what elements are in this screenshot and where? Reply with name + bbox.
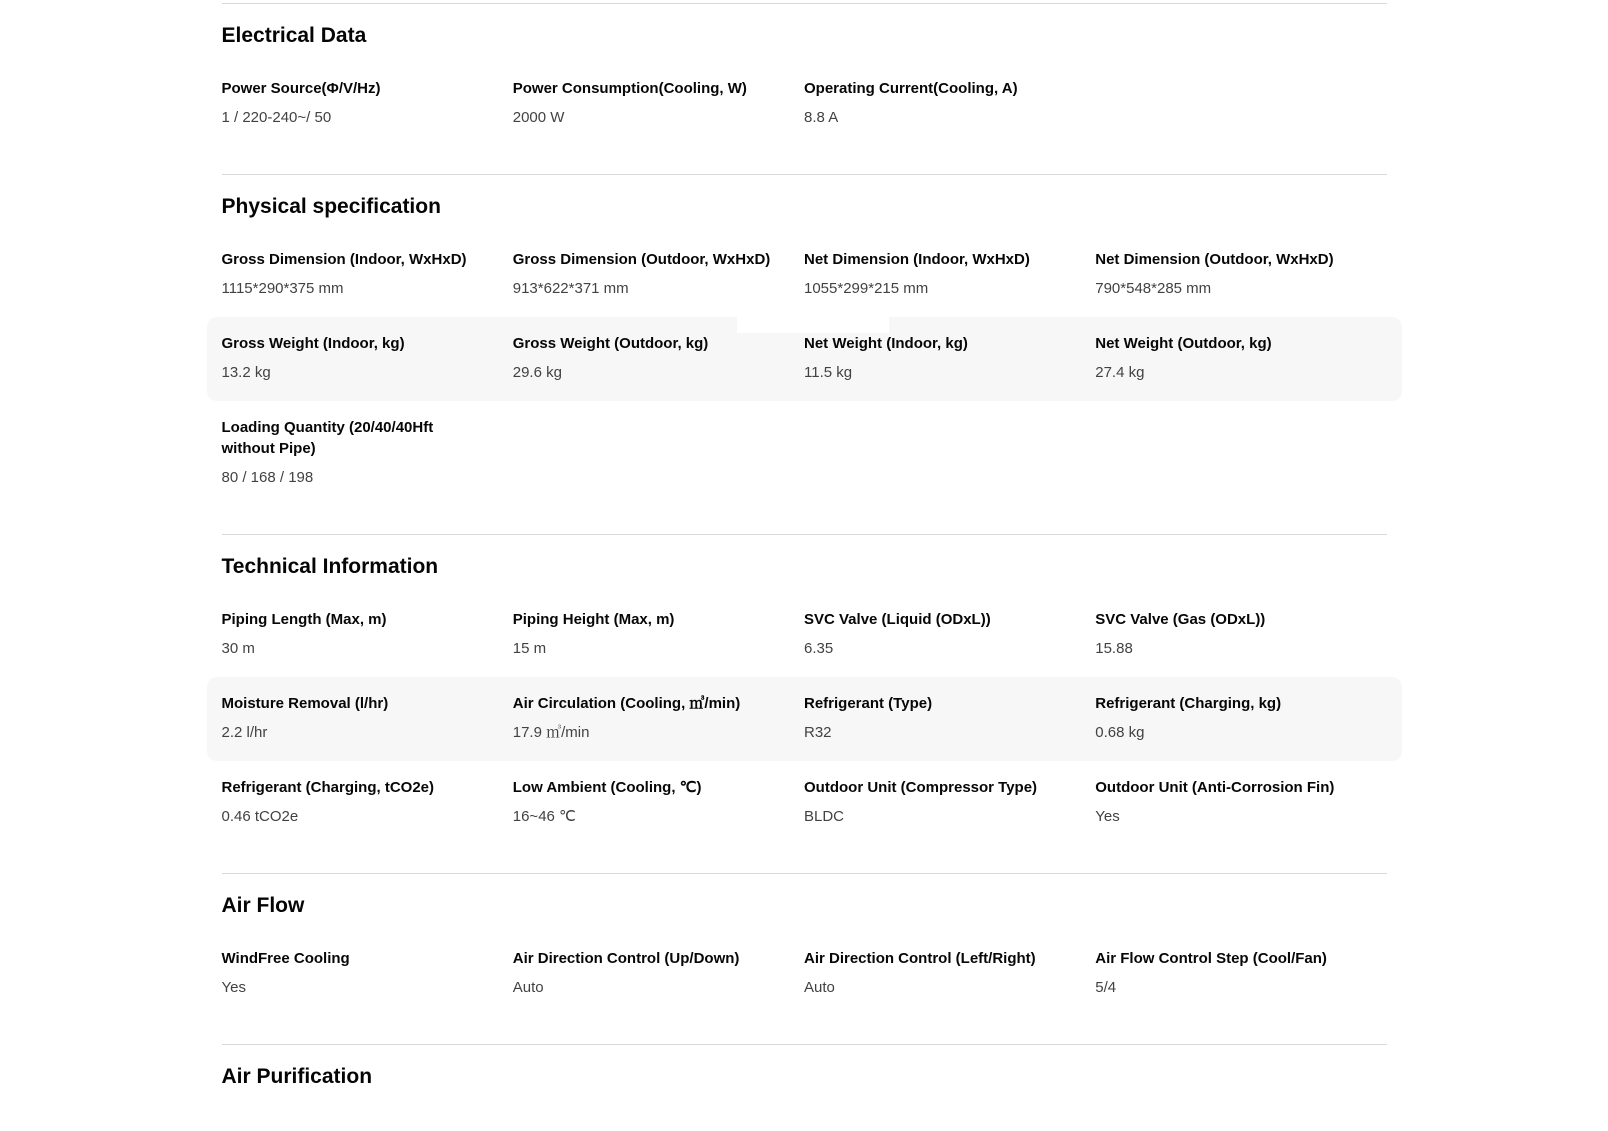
highlight-gap	[737, 317, 889, 333]
spec-label: Refrigerant (Charging, kg)	[1095, 695, 1282, 712]
spec-label: Refrigerant (Charging, tCO2e)	[221, 779, 435, 796]
spec-value: 17.9 ㎥/min	[512, 724, 590, 741]
spec-value: 11.5 kg	[804, 364, 853, 381]
spec-label: Piping Height (Max, m)	[512, 611, 675, 628]
spec-row	[207, 932, 1402, 1016]
spec-label: Operating Current(Cooling, A)	[804, 80, 1018, 97]
spec-item	[804, 609, 1095, 659]
spec-value: Yes	[1095, 808, 1120, 825]
spec-item	[1095, 777, 1386, 827]
spec-value: 29.6 kg	[512, 364, 562, 381]
spec-row	[207, 317, 1402, 401]
spec-label: Net Weight (Outdoor, kg)	[1095, 335, 1272, 352]
spec-value: 1115*290*375 mm	[221, 280, 344, 297]
spec-item	[222, 948, 513, 998]
spec-item	[513, 777, 804, 827]
spec-value: 5/4	[1095, 979, 1117, 996]
spec-item	[513, 249, 804, 299]
spec-item	[222, 333, 513, 383]
spec-item	[222, 693, 513, 743]
spec-label: Net Dimension (Outdoor, WxHxD)	[1095, 251, 1334, 268]
spec-item	[804, 777, 1095, 827]
spec-value: R32	[804, 724, 832, 741]
spec-item	[513, 78, 804, 128]
spec-value: Yes	[221, 979, 246, 996]
spec-item	[804, 948, 1095, 998]
spec-label: Piping Length (Max, m)	[221, 611, 387, 628]
spec-item	[222, 78, 513, 128]
spec-item	[222, 609, 513, 659]
spec-item	[804, 333, 1095, 383]
spec-item	[1095, 609, 1386, 659]
spec-value: 30 m	[221, 640, 255, 657]
spec-item	[513, 609, 804, 659]
spec-label: Refrigerant (Type)	[804, 695, 933, 712]
spec-label: SVC Valve (Gas (ODxL))	[1095, 611, 1266, 628]
spec-value: 15 m	[512, 640, 547, 657]
spec-page	[222, 3, 1387, 1131]
spec-row	[207, 761, 1402, 845]
spec-item	[1095, 693, 1386, 743]
spec-item	[804, 693, 1095, 743]
spec-item	[513, 333, 804, 383]
spec-label: Power Source(Φ/V/Hz)	[221, 80, 381, 97]
spec-label: Gross Weight (Outdoor, kg)	[512, 335, 709, 352]
spec-section	[222, 534, 1387, 873]
spec-label: Gross Dimension (Indoor, WxHxD)	[221, 251, 467, 268]
spec-label: Gross Weight (Indoor, kg)	[221, 335, 405, 352]
spec-label: Low Ambient (Cooling, ℃)	[512, 779, 702, 796]
spec-value: 2000 W	[512, 109, 565, 126]
spec-item	[804, 249, 1095, 299]
spec-value: 6.35	[804, 640, 834, 657]
spec-item	[222, 417, 513, 488]
spec-value: 1055*299*215 mm	[804, 280, 929, 297]
spec-label: Air Direction Control (Left/Right)	[804, 950, 1036, 967]
section-title: Electrical Data	[221, 24, 367, 47]
spec-label: WindFree Cooling	[221, 950, 350, 967]
spec-value: 15.88	[1095, 640, 1133, 657]
spec-value: Auto	[512, 979, 544, 996]
spec-section	[222, 1044, 1387, 1131]
spec-value: 0.68 kg	[1095, 724, 1145, 741]
spec-value: BLDC	[804, 808, 845, 825]
spec-section	[222, 873, 1387, 1044]
spec-label: Loading Quantity (20/40/40Hft without Pipe)	[221, 419, 434, 457]
spec-label: Net Dimension (Indoor, WxHxD)	[804, 251, 1030, 268]
section-title: Air Purification	[221, 1065, 373, 1088]
spec-section	[222, 174, 1387, 534]
spec-label: SVC Valve (Liquid (ODxL))	[804, 611, 991, 628]
spec-item	[1095, 249, 1386, 299]
spec-label: Outdoor Unit (Compressor Type)	[804, 779, 1038, 796]
spec-item	[513, 948, 804, 998]
spec-row	[207, 401, 1402, 506]
spec-value: 16~46 ℃	[512, 808, 576, 825]
section-title: Air Flow	[221, 894, 305, 917]
spec-value: 13.2 kg	[221, 364, 271, 381]
spec-value: 80 / 168 / 198	[221, 469, 314, 486]
spec-value: 0.46 tCO2e	[221, 808, 299, 825]
spec-label: Gross Dimension (Outdoor, WxHxD)	[512, 251, 771, 268]
spec-row	[207, 677, 1402, 761]
spec-label: Air Direction Control (Up/Down)	[512, 950, 740, 967]
spec-item	[1095, 948, 1386, 998]
spec-label: Power Consumption(Cooling, W)	[512, 80, 747, 97]
spec-label: Moisture Removal (l/hr)	[221, 695, 389, 712]
spec-item	[222, 777, 513, 827]
spec-item	[804, 78, 1095, 128]
spec-item	[513, 693, 804, 743]
spec-label: Net Weight (Indoor, kg)	[804, 335, 968, 352]
spec-value: 913*622*371 mm	[512, 280, 629, 297]
section-title: Technical Information	[221, 555, 439, 578]
spec-label: Air Flow Control Step (Cool/Fan)	[1095, 950, 1327, 967]
spec-section	[222, 3, 1387, 174]
spec-item	[1095, 333, 1386, 383]
spec-value: 2.2 l/hr	[221, 724, 268, 741]
section-title: Physical specification	[221, 195, 441, 218]
spec-value: 1 / 220-240~/ 50	[221, 109, 332, 126]
spec-label: Air Circulation (Cooling, ㎥/min)	[512, 695, 741, 712]
spec-value: Auto	[804, 979, 835, 996]
spec-value: 8.8 A	[804, 109, 839, 126]
spec-value: 790*548*285 mm	[1095, 280, 1212, 297]
spec-item	[222, 249, 513, 299]
spec-row	[207, 593, 1402, 677]
spec-label: Outdoor Unit (Anti-Corrosion Fin)	[1095, 779, 1335, 796]
spec-row	[207, 62, 1402, 146]
spec-row	[207, 233, 1402, 317]
spec-value: 27.4 kg	[1095, 364, 1145, 381]
